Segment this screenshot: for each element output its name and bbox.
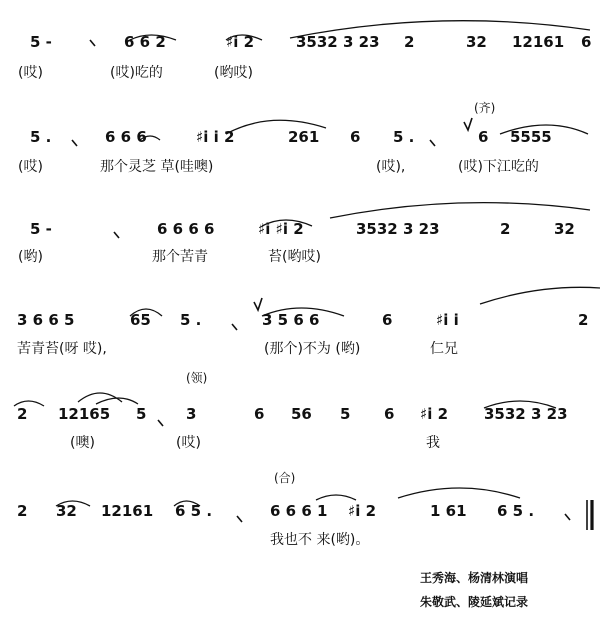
notation-group: 3532 3 23 (356, 220, 440, 238)
lyric-text: (那个)不为 (哟) (264, 341, 361, 357)
accent-mark (254, 298, 262, 310)
slur-arc (480, 287, 600, 304)
lyric-text: (哎)下江吃的 (458, 159, 539, 175)
notation-group: 6 5 . (175, 502, 213, 520)
lyric-text: 苔(哟哎) (268, 249, 321, 265)
notation-group: 3 (186, 405, 197, 423)
notation-group: ♯i 2 (226, 33, 255, 51)
notation-group: 261 (288, 128, 320, 146)
notation-group: ♯i 2 (420, 405, 449, 423)
notation-group: 6 (254, 405, 265, 423)
notation-group: 2 (404, 33, 415, 51)
notation-group: 5 (340, 405, 351, 423)
lyric-text: 那个苦青 (152, 249, 208, 265)
breath-mark (565, 514, 570, 520)
notation-group: 5 . (180, 311, 202, 329)
notation-group: 5 . (393, 128, 415, 146)
lyric-text: 我 (426, 435, 440, 451)
lyric-text: (哎), (376, 159, 406, 175)
notation-group: 6 (581, 33, 592, 51)
notation-group: ♯i ♯i 2 (258, 220, 304, 238)
breath-mark (158, 420, 163, 426)
breath-mark (72, 140, 77, 146)
part-annotation: (领) (186, 371, 208, 385)
breath-mark (114, 232, 119, 238)
notation-group: 5 (136, 405, 147, 423)
lyric-text: (哟) (18, 249, 43, 265)
credit-recorders: 朱敬武、陵延斌记录 (420, 595, 529, 609)
lyric-text: (哎)吃的 (110, 65, 163, 81)
lyric-text: (哟哎) (214, 65, 253, 81)
breath-mark (237, 516, 242, 522)
notation-group: 6 5 . (497, 502, 535, 520)
notation-group: 2 (17, 405, 28, 423)
notation-group: 56 (291, 405, 312, 423)
notation-group: 6 (382, 311, 393, 329)
notation-group: 12165 (58, 405, 111, 423)
notation-group: ♯i i 2 (196, 128, 235, 146)
lyric-text: (噢) (70, 435, 95, 451)
notation-group: 6 6 6 1 (270, 502, 328, 520)
slur-arc (398, 488, 520, 498)
notation-group: 5 - (30, 33, 52, 51)
lyric-text: (哎) (18, 65, 43, 81)
notation-group: 6 (478, 128, 489, 146)
notation-group: 12161 (512, 33, 565, 51)
slur-arc (316, 495, 356, 500)
notation-group: 32 (554, 220, 575, 238)
breath-mark (232, 324, 237, 330)
lyric-text: 我也不 来(哟)。 (270, 532, 370, 548)
part-annotation: (齐) (474, 101, 496, 115)
part-annotation: (合) (274, 471, 296, 485)
notation-group: 5 . (30, 128, 52, 146)
notation-group: 6 6 6 (105, 128, 147, 146)
notation-group: 3 5 6 6 (262, 311, 320, 329)
notation-group: 2 (578, 311, 589, 329)
notation-group: 2 (17, 502, 28, 520)
notation-group: 6 (384, 405, 395, 423)
lyric-text: (哎) (176, 435, 201, 451)
notation-group: 1 61 (430, 502, 467, 520)
notation-group: 5555 (510, 128, 552, 146)
notation-group: 3532 3 23 (484, 405, 568, 423)
notation-group: 2 (500, 220, 511, 238)
notation-group: 65 (130, 311, 151, 329)
lyric-text: 仁兄 (430, 341, 458, 357)
breath-mark (430, 140, 435, 146)
notation-group: 6 (350, 128, 361, 146)
notation-group: 3 6 6 5 (17, 311, 75, 329)
breath-mark (90, 40, 95, 46)
notation-group: 32 (56, 502, 77, 520)
accent-mark (464, 118, 472, 130)
lyric-text: 苦青苔(呀 哎), (17, 341, 107, 357)
slur-arc (330, 203, 590, 218)
notation-group: 32 (466, 33, 487, 51)
notation-group: ♯i 2 (348, 502, 377, 520)
notation-group: 5 - (30, 220, 52, 238)
notation-group: 12161 (101, 502, 154, 520)
lyric-text: 那个灵芝 草(哇噢) (100, 159, 214, 175)
credit-performers: 王秀海、杨清林演唱 (420, 571, 529, 585)
notation-group: 3532 3 23 (296, 33, 380, 51)
lyric-text: (哎) (18, 159, 43, 175)
notation-group: ♯i i (436, 311, 459, 329)
notation-group: 6 6 2 (124, 33, 166, 51)
notation-group: 6 6 6 6 (157, 220, 215, 238)
